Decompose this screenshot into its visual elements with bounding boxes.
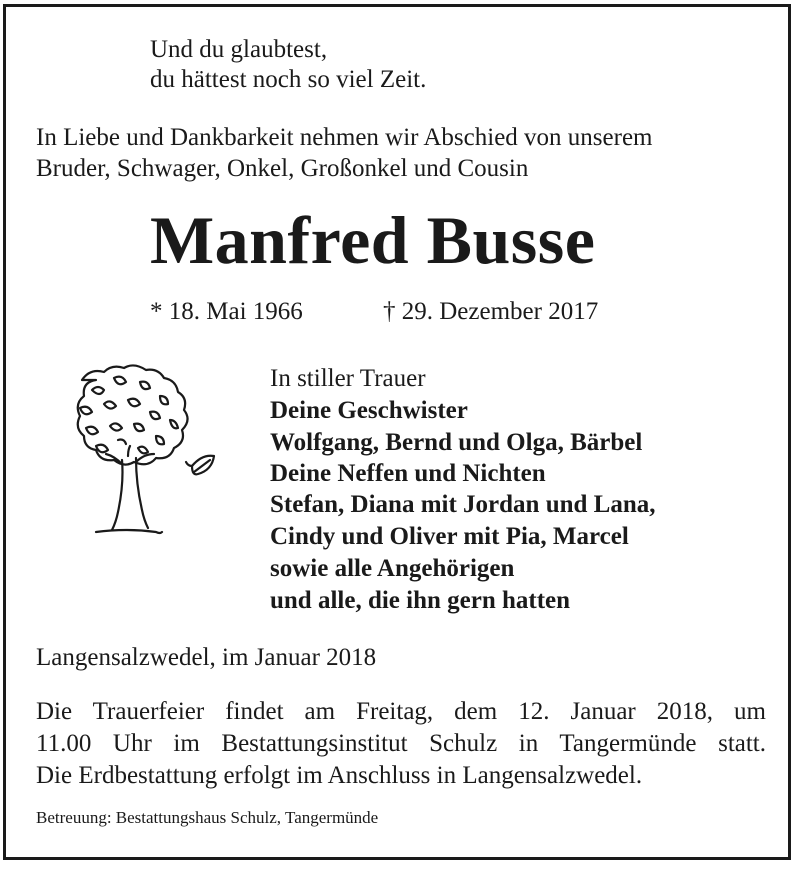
motto-line-2: du hättest noch so viel Zeit. bbox=[150, 66, 427, 93]
place-date: Langensalzwedel, im Januar 2018 bbox=[36, 644, 377, 671]
death-date: † 29. Dezember 2017 bbox=[383, 298, 599, 325]
tree-icon bbox=[52, 360, 227, 545]
motto-line-1: Und du glaubtest, bbox=[150, 36, 328, 63]
ceremony-line-1: Die Trauerfeier findet am Freitag, dem 12. Januar 2018, um bbox=[36, 698, 766, 725]
ceremony-line-3: Die Erdbestattung erfolgt im Anschluss in Langensalzwedel. bbox=[36, 762, 643, 789]
mourners-line: Deine Geschwister bbox=[270, 397, 468, 424]
mourners-line: Stefan, Diana mit Jordan und Lana, bbox=[270, 491, 656, 518]
intro-line-1: In Liebe und Dankbarkeit nehmen wir Abschied von unserem bbox=[36, 124, 653, 151]
mourners-line: sowie alle Angehörigen bbox=[270, 555, 515, 582]
funeral-home-credit: Betreuung: Bestattungshaus Schulz, Tangermünde bbox=[36, 808, 379, 827]
mourners-line: Cindy und Oliver mit Pia, Marcel bbox=[270, 523, 629, 550]
mourners-line: und alle, die ihn gern hatten bbox=[270, 587, 571, 614]
birth-date: * 18. Mai 1966 bbox=[150, 298, 303, 325]
falling-leaf-icon bbox=[186, 456, 214, 475]
mourners-line: Deine Neffen und Nichten bbox=[270, 460, 546, 487]
mourners-line: Wolfgang, Bernd und Olga, Bärbel bbox=[270, 429, 643, 456]
deceased-name: Manfred Busse bbox=[150, 202, 596, 278]
ceremony-line-2: 11.00 Uhr im Bestattungsinstitut Schulz in Tangermünde statt. bbox=[36, 730, 766, 757]
intro-line-2: Bruder, Schwager, Onkel, Großonkel und Cousin bbox=[36, 155, 529, 182]
mourners-heading: In stiller Trauer bbox=[270, 365, 426, 392]
